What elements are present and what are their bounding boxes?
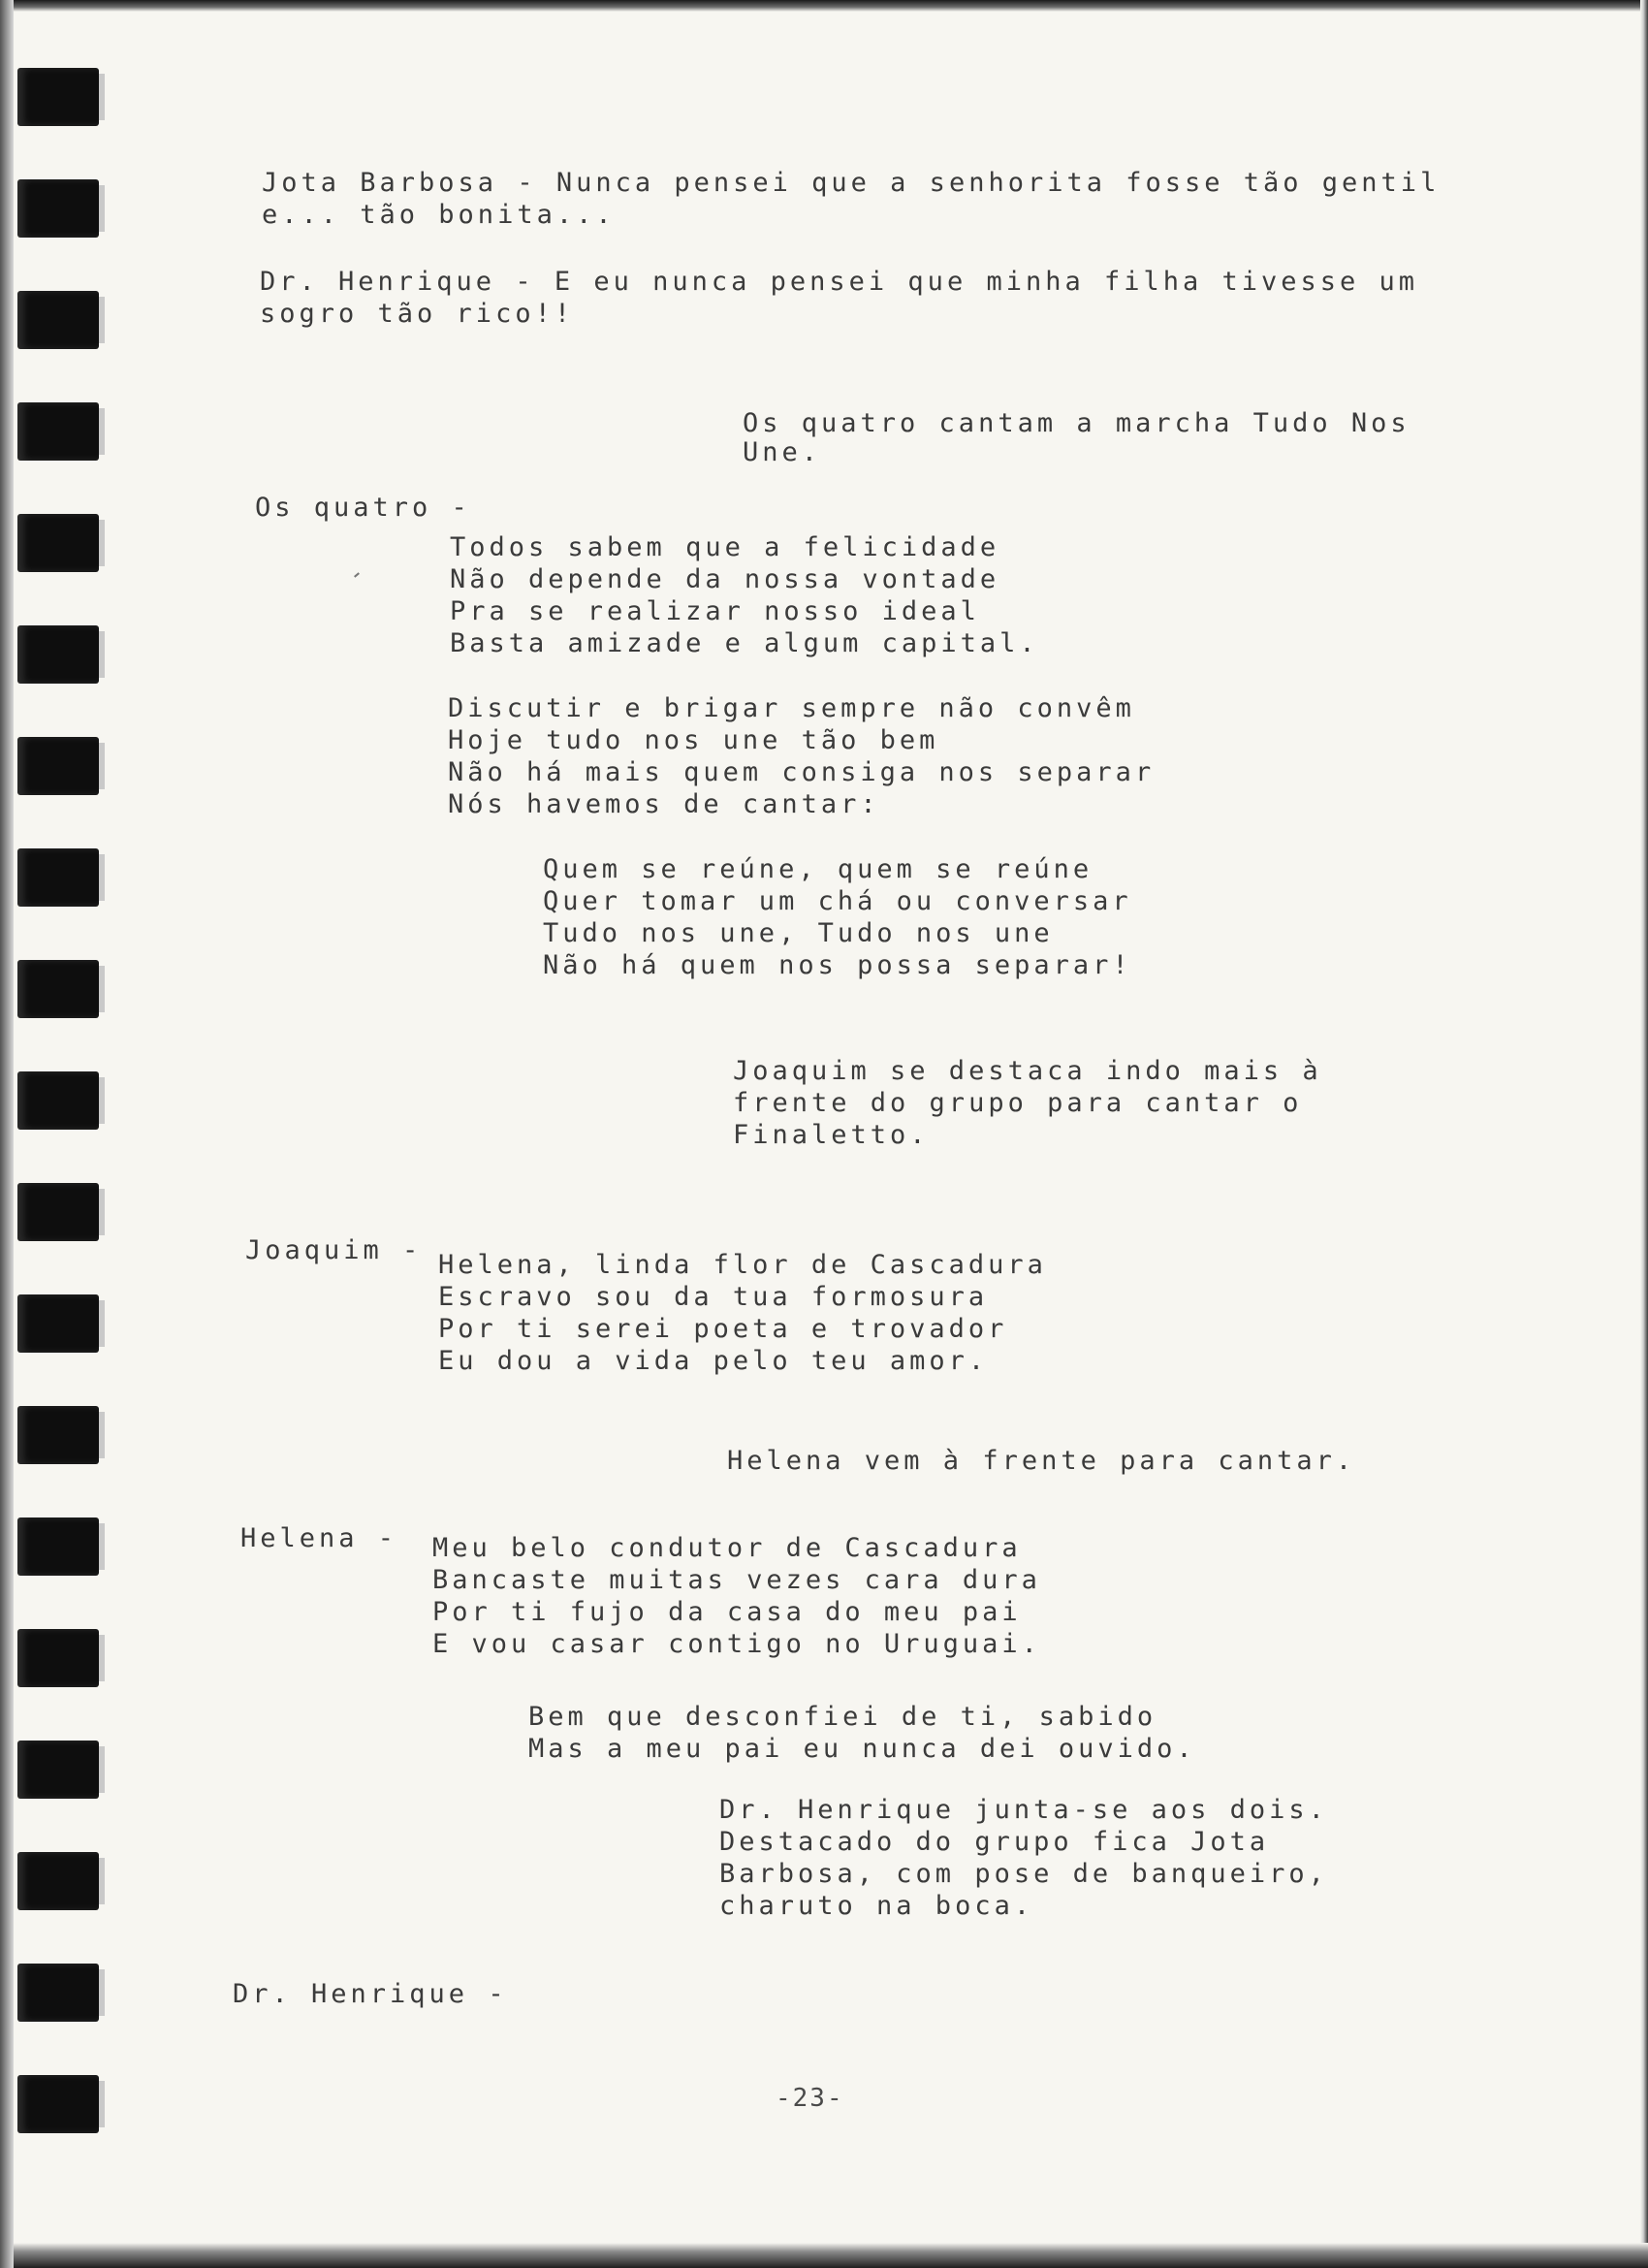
joaquim-verse-line: Por ti serei poeta e trovador [438, 1314, 1008, 1344]
helena-verse-1-line: Por ti fujo da casa do meu pai [432, 1597, 1022, 1627]
stage-direction-2-line: Joaquim se destaca indo mais à [733, 1056, 1322, 1086]
joaquim-verse-line: Helena, linda flor de Cascadura [438, 1250, 1047, 1280]
scan-edge-bottom [0, 2243, 1648, 2268]
stage-direction-3: Helena vem à frente para cantar. [727, 1446, 1356, 1476]
binding-hole [17, 2075, 99, 2133]
binding-hole [17, 1517, 99, 1576]
joaquim-verse-line: Eu dou a vida pelo teu amor. [438, 1346, 989, 1376]
dialogue-henrique-line-2: sogro tão rico!! [260, 299, 575, 329]
song-verse-2-line: Não há mais quem consiga nos separar [448, 757, 1156, 787]
dialogue-henrique-line-1: Dr. Henrique - E eu nunca pensei que minha filha tivesse um [260, 267, 1419, 297]
song-chorus-line: Tudo nos une, Tudo nos une [543, 918, 1054, 948]
helena-verse-2-line: Bem que desconfiei de ti, sabido [528, 1702, 1157, 1732]
joaquim-verse-line: Escravo sou da tua formosura [438, 1282, 989, 1312]
binding-hole [17, 625, 99, 684]
page-number: -23- [776, 2084, 844, 2113]
binding-hole [17, 179, 99, 238]
song-verse-1-line: Pra se realizar nosso ideal [450, 596, 980, 626]
stage-direction-4-line: Barbosa, com pose de banqueiro, [719, 1859, 1328, 1889]
binding-hole [17, 68, 99, 126]
stage-direction-2-line: frente do grupo para cantar o [733, 1088, 1303, 1118]
scan-edge-right [1640, 0, 1648, 2268]
stage-direction-4-line: Destacado do grupo fica Jota [719, 1827, 1270, 1857]
speaker-os-quatro: Os quatro - [255, 493, 471, 523]
binding-hole [17, 1406, 99, 1464]
speaker-joaquim: Joaquim - [245, 1235, 423, 1265]
song-verse-2-line: Hoje tudo nos une tão bem [448, 725, 939, 755]
dialogue-jota-barbosa-line-1: Jota Barbosa - Nunca pensei que a senhorita fosse tão gentil [262, 168, 1441, 198]
stray-mark [354, 572, 360, 577]
helena-verse-1-line: Bancaste muitas vezes cara dura [432, 1565, 1041, 1595]
binding-strip [0, 0, 14, 2268]
song-verse-1-line: Todos sabem que a felicidade [450, 532, 1000, 562]
song-verse-2-line: Nós havemos de cantar: [448, 789, 880, 819]
binding-hole [17, 402, 99, 461]
helena-verse-1-line: Meu belo condutor de Cascadura [432, 1533, 1022, 1563]
dialogue-jota-barbosa-line-2: e... tão bonita... [262, 200, 616, 230]
stage-direction-1-line-2: Une. [743, 437, 822, 467]
scan-edge-top [0, 0, 1648, 12]
binding-hole [17, 1741, 99, 1799]
song-verse-1-line: Basta amizade e algum capital. [450, 628, 1039, 658]
binding-hole [17, 291, 99, 349]
binding-hole [17, 1852, 99, 1910]
song-verse-1-line: Não depende da nossa vontade [450, 564, 1000, 594]
binding-hole [17, 737, 99, 795]
binding-hole [17, 514, 99, 572]
stage-direction-4-line: charuto na boca. [719, 1891, 1034, 1921]
binding-hole [17, 1183, 99, 1241]
binding-hole [17, 960, 99, 1018]
speaker-helena: Helena - [240, 1523, 398, 1553]
stage-direction-2-line: Finaletto. [733, 1120, 930, 1150]
binding-hole [17, 1629, 99, 1687]
song-chorus-line: Quem se reúne, quem se reúne [543, 854, 1093, 884]
binding-hole [17, 1071, 99, 1130]
binding-hole [17, 1294, 99, 1353]
binding-hole [17, 1964, 99, 2022]
binding-hole [17, 848, 99, 907]
helena-verse-1-line: E vou casar contigo no Uruguai. [432, 1629, 1041, 1659]
song-chorus-line: Não há quem nos possa separar! [543, 950, 1132, 980]
song-verse-2-line: Discutir e brigar sempre não convêm [448, 693, 1135, 723]
speaker-dr-henrique: Dr. Henrique - [233, 1979, 508, 2009]
stage-direction-1-line-1: Os quatro cantam a marcha Tudo Nos [743, 408, 1410, 438]
stage-direction-4-line: Dr. Henrique junta-se aos dois. [719, 1795, 1328, 1825]
spiral-binding [0, 0, 107, 2268]
helena-verse-2-line: Mas a meu pai eu nunca dei ouvido. [528, 1734, 1196, 1764]
song-chorus-line: Quer tomar um chá ou conversar [543, 886, 1132, 916]
